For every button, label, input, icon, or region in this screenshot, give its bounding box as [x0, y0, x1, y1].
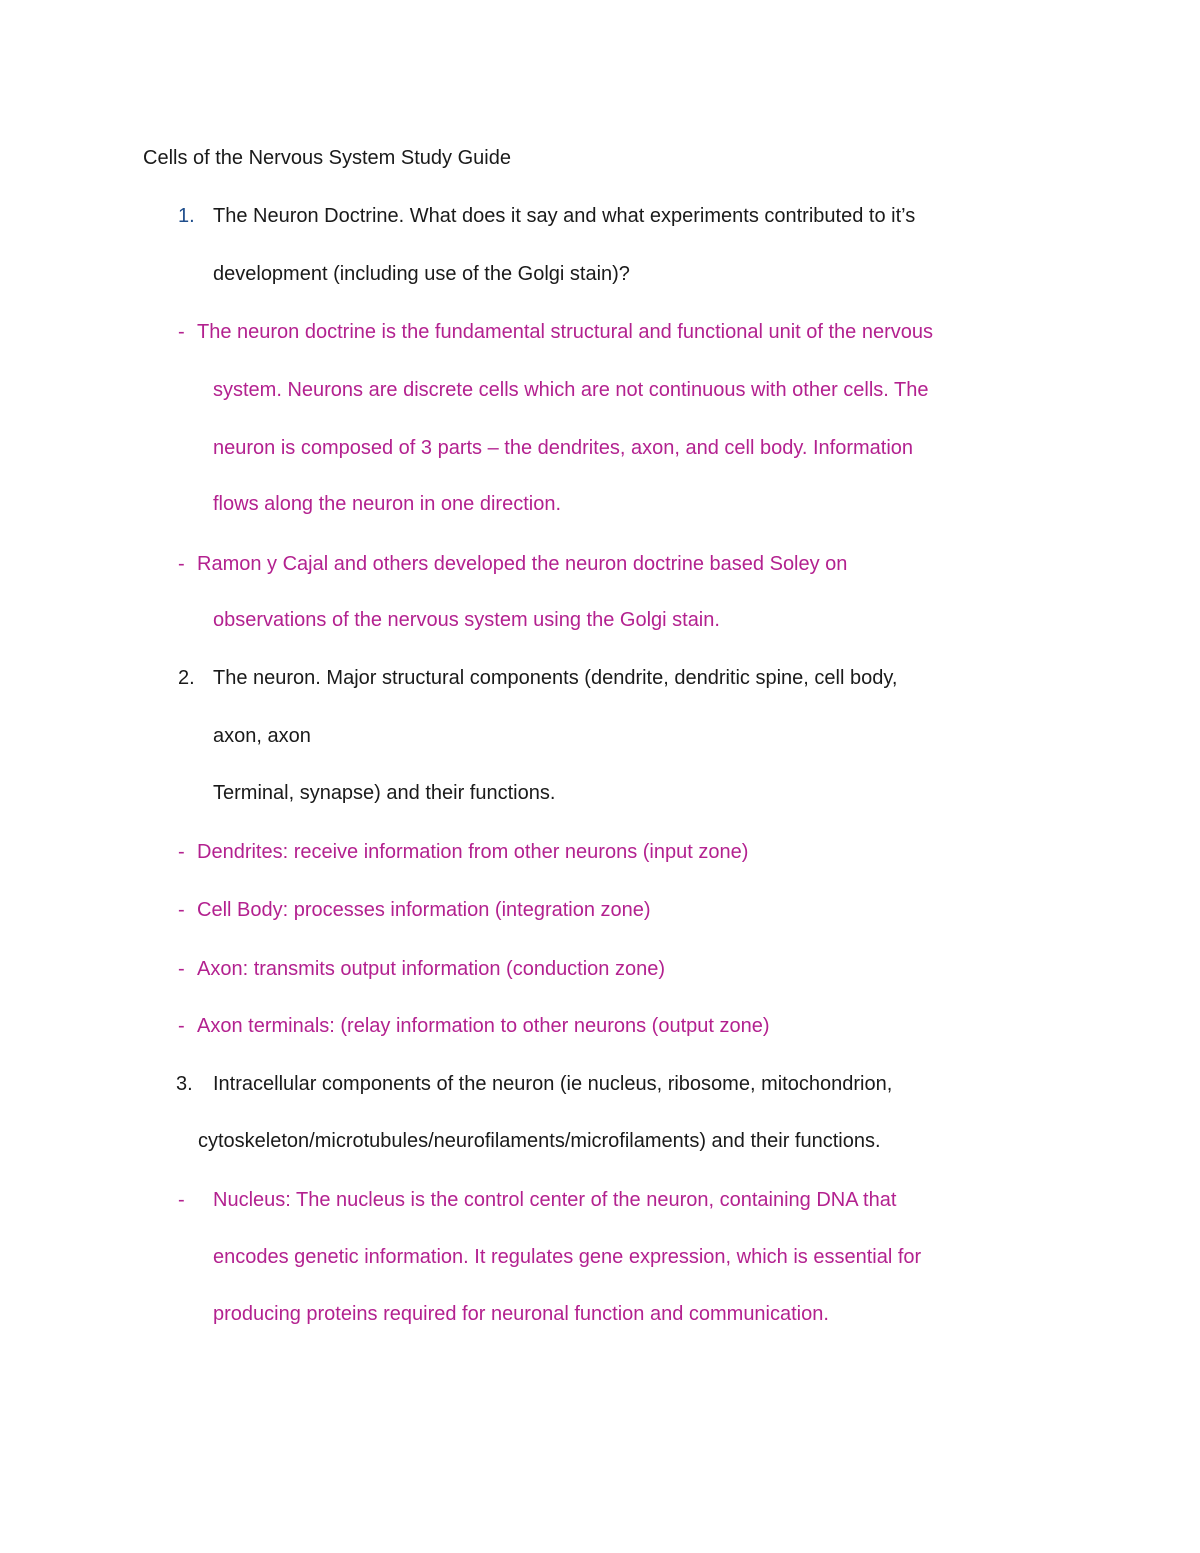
answer-3a-line-2: encodes genetic information. It regulates gene expression, which is essential for	[213, 1246, 922, 1268]
answer-2c-bullet: -	[178, 958, 185, 980]
answer-1b-bullet: -	[178, 553, 185, 575]
answer-1b-line-2: observations of the nervous system using the Golgi stain.	[213, 609, 720, 631]
answer-2d-line-1: Axon terminals: (relay information to other neurons (output zone)	[197, 1015, 770, 1037]
question-2-number: 2.	[178, 667, 195, 689]
answer-1a-line-1: The neuron doctrine is the fundamental structural and functional unit of the nervous	[197, 321, 934, 343]
answer-2a-line-1: Dendrites: receive information from other neurons (input zone)	[197, 841, 749, 863]
question-3-line-2: cytoskeleton/microtubules/neurofilaments/microfilaments) and their functions.	[198, 1130, 881, 1152]
answer-2b-line-1: Cell Body: processes information (integration zone)	[197, 899, 651, 921]
question-2-line-3: Terminal, synapse) and their functions.	[213, 782, 556, 804]
answer-1b-line-1: Ramon y Cajal and others developed the neuron doctrine based Soley on	[197, 553, 848, 575]
answer-1a-line-4: flows along the neuron in one direction.	[213, 493, 562, 515]
question-3-line-1: Intracellular components of the neuron (ie nucleus, ribosome, mitochondrion,	[213, 1073, 893, 1095]
answer-2d-bullet: -	[178, 1015, 185, 1037]
answer-3a-line-3: producing proteins required for neuronal function and communication.	[213, 1303, 829, 1325]
answer-2a-bullet: -	[178, 841, 185, 863]
answer-1a-line-2: system. Neurons are discrete cells which are not continuous with other cells. The	[213, 379, 929, 401]
answer-2c-line-1: Axon: transmits output information (conduction zone)	[197, 958, 666, 980]
answer-2b-bullet: -	[178, 899, 185, 921]
answer-3a-bullet: -	[178, 1189, 185, 1211]
question-1-line-1: The Neuron Doctrine. What does it say and what experiments contributed to it’s	[213, 205, 916, 227]
question-1-number: 1.	[178, 205, 195, 227]
document-title: Cells of the Nervous System Study Guide	[143, 147, 511, 169]
answer-1a-line-3: neuron is composed of 3 parts – the dendrites, axon, and cell body. Information	[213, 437, 914, 459]
answer-1a-bullet: -	[178, 321, 185, 343]
question-2-line-1: The neuron. Major structural components (dendrite, dendritic spine, cell body,	[213, 667, 898, 689]
answer-3a-line-1: Nucleus: The nucleus is the control center of the neuron, containing DNA that	[213, 1189, 897, 1211]
question-3-number: 3.	[176, 1073, 193, 1095]
question-2-line-2: axon, axon	[213, 725, 311, 747]
question-1-line-2: development (including use of the Golgi stain)?	[213, 263, 630, 285]
